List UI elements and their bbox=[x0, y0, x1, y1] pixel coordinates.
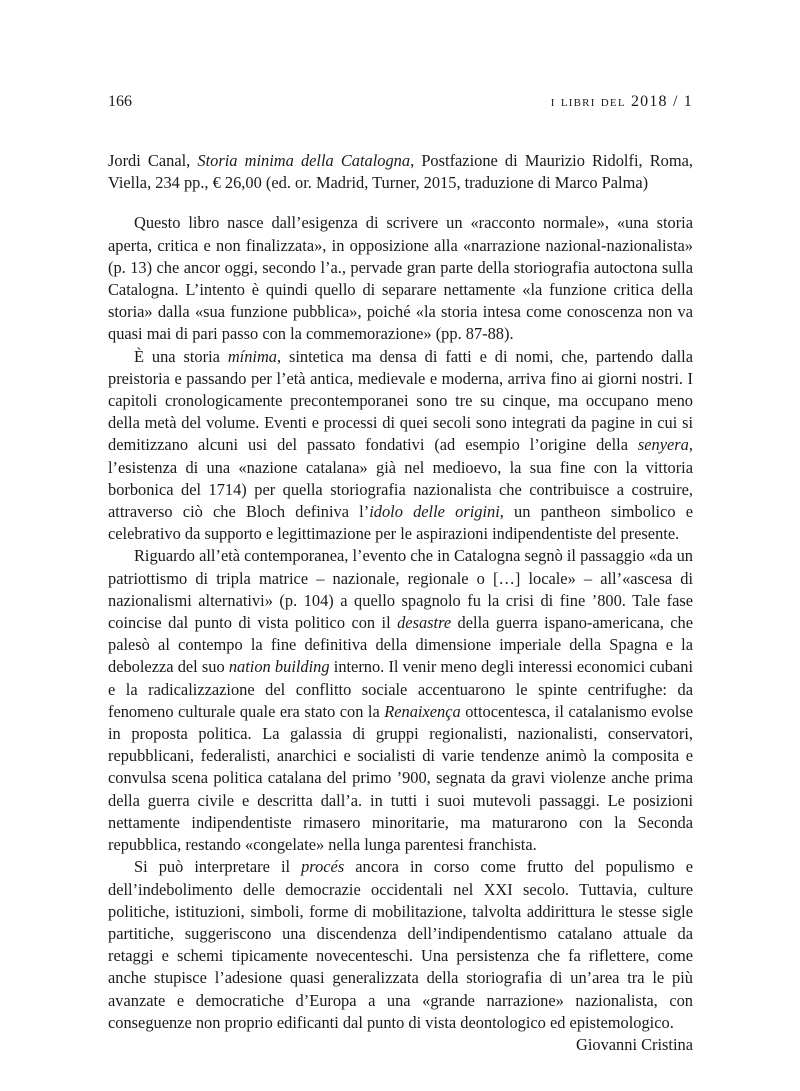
paragraph-segment: Riguardo all’età contemporanea, l’evento che in Catalogna segnò il passaggio «da un patriottismo di tripla matrice – nazionale, regionale o […] locale» – all’«ascesa di nazionalismi alternativi» (p. 104) a quello spagnolo fu la crisi di fine ’800. Tale fase coincise dal punto di vista politico con il bbox=[108, 546, 693, 633]
paragraph-4 bbox=[108, 856, 693, 1034]
review-heading bbox=[108, 150, 693, 194]
paragraph-segment: Renaixença bbox=[384, 701, 461, 721]
paragraph-segment: mínima bbox=[227, 346, 277, 366]
heading-segment: Storia minima della Catalogna bbox=[197, 151, 411, 170]
article-content bbox=[108, 150, 693, 1056]
paragraph-segment: senyera bbox=[637, 435, 689, 455]
page-number: 166 bbox=[108, 93, 132, 110]
paragraph-segment: procés bbox=[301, 857, 345, 877]
paragraph-segment: È una storia bbox=[134, 346, 228, 366]
paragraph-segment: desastre bbox=[397, 613, 452, 633]
paragraph-segment: nation building bbox=[228, 657, 330, 677]
author-signature: Giovanni Cristina bbox=[576, 1034, 693, 1054]
paragraph-2 bbox=[108, 346, 693, 546]
paragraph-segment: della guerra ispano-americana, che palesò al contempo la fine definitiva della dimensione imperiale della Spagna e la debolezza del suo bbox=[108, 613, 693, 677]
paragraph-1 bbox=[108, 212, 693, 345]
page-header bbox=[108, 93, 693, 111]
paragraph-segment: ottocentesca, il catalanismo evolse in proposta politica. La galassia di gruppi regionalisti, nazionalisti, conservatori, repubblicani, federalisti, anarchici e socialisti di varie tendenze animò la composita e convulsa scena politica catalana del primo ’900, segnata da gravi violenze anche prima della guerra civile e descritta dall’a. in tutti i suoi mutevoli passaggi. Le posizioni nettamente indipendentiste rimasero minoritarie, ma maturarono con la Seconda repubblica, restando «congelate» nella lunga parentesi franchista. bbox=[108, 701, 694, 855]
paragraph-segment: interno. Il venir meno degli interessi economici cubani e la radicalizzazione del conflitto sociale accentuarono le spinte centrifughe: da fenomeno culturale quale era stato con la bbox=[108, 657, 694, 721]
paragraph-segment: ancora in corso come frutto del populismo e dell’indebolimento delle democrazie occidentali nel XXI secolo. Tuttavia, culture politiche, istituzioni, simboli, forme di mobilitazione, talvolta addirittura le stesse sigle partitiche, suggeriscono una discendenza dell’indipendentismo catalano attuale da retaggi e schemi tipicamente novecenteschi. Una persistenza che fa riflettere, come anche stupisce l’adesione quasi generalizzata della storiografia di un’area tra le più avanzate e democratiche d’Europa a una «grande narrazione» nazionalista, con conseguenze non proprio edificanti dal punto di vista deontologico ed epistemologico. bbox=[108, 857, 693, 1032]
paragraph-segment: , un pantheon simbolico e celebrativo da supporto e legittimazione per le aspirazioni indipendentiste del presente. bbox=[108, 502, 693, 544]
paragraph-segment: , l’esistenza di una «nazione catalana» già nel medioevo, la sua fine con la vittoria borbonica del 1714) per quella storiografia nazionalista che contribuisce a costruire, attraverso ciò che Bloch definiva l’ bbox=[108, 435, 693, 522]
running-title: i libri del 2018 / 1 bbox=[550, 93, 693, 110]
heading-segment: , Postfazione di Maurizio Ridolfi, Roma, Viella, 234 pp., € 26,00 (ed. or. Madrid, Turner, 2015, traduzione di Marco Palma) bbox=[108, 151, 693, 193]
heading-segment: Jordi Canal, bbox=[108, 151, 198, 170]
paragraph-segment: Questo libro nasce dall’esigenza di scrivere un «racconto normale», «una storia aperta, critica e non finalizzata», in opposizione alla «narrazione nazional-nazionalista» (p. 13) che ancor oggi, secondo l’a., pervade gran parte della storiografia autoctona sulla Catalogna. L’intento è quindi quello di separare nettamente «la funzione critica della storia» dalla «sua funzione pubblica», poiché «la storia intesa come conoscenza non va quasi mai di pari passo con la commemorazione» (pp. 87-88). bbox=[108, 213, 693, 344]
paragraph-segment: idolo delle origini bbox=[369, 502, 500, 522]
paragraph-segment: , sintetica ma densa di fatti e di nomi, che, partendo dalla preistoria e passando per l’età antica, medievale e moderna, arriva fino ai giorni nostri. I capitoli cronologicamente precontemporanei sono tre su cinque, ma occupano meno della metà del volume. Eventi e processi di quei secoli sono integrati da pagine in cui si demitizzano alcuni usi del passato fondativi (ad esempio l’origine della bbox=[108, 346, 693, 455]
paragraph-segment: Si può interpretare il bbox=[134, 857, 302, 877]
paragraph-3 bbox=[108, 545, 693, 856]
